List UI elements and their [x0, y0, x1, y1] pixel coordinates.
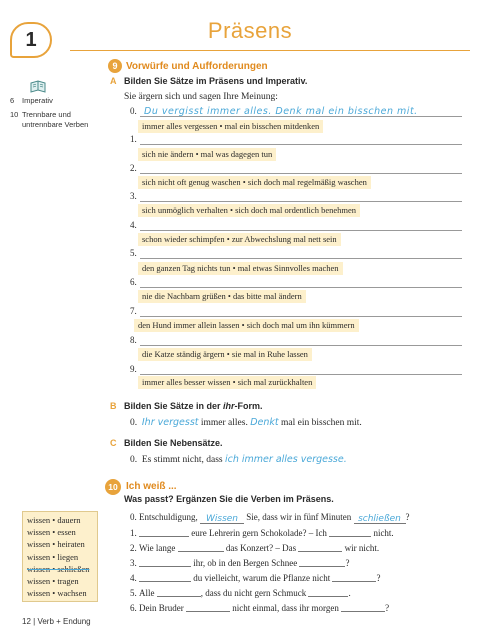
prompt-0: immer alles vergessen • mal ein bisschen mitdenken: [138, 120, 323, 133]
blank[interactable]: [157, 587, 201, 597]
sidebar-ref-label: Imperativ: [22, 96, 53, 105]
printed-text: wir nicht.: [342, 543, 380, 553]
printed-text: ?: [405, 512, 410, 522]
item-number: 5.: [130, 248, 137, 258]
answer-line: [140, 230, 462, 231]
handwritten-answer: Ihr vergesst: [141, 417, 199, 428]
item-number: 3.: [130, 191, 137, 201]
footer-separator: |: [33, 617, 36, 626]
item-number: 9.: [130, 364, 137, 374]
printed-text: Es stimmt nicht, dass: [141, 455, 225, 465]
item-number: 0.: [130, 418, 138, 428]
blank[interactable]: [329, 527, 371, 537]
instruction-text: Bilden Sie Sätze in der: [124, 401, 224, 411]
fill-sentence-2: [130, 542, 379, 553]
fill-sentence-5: [130, 587, 351, 598]
footer-topic: Verb + Endung: [37, 617, 91, 626]
printed-text: nicht.: [371, 528, 394, 538]
blank[interactable]: [341, 602, 385, 612]
answer-line-2[interactable]: [126, 161, 462, 175]
prompt-6: nie die Nachbarn grüßen • das bitte mal ändern: [138, 290, 306, 303]
word-pair-used: wissen • schließen: [27, 563, 90, 574]
blank[interactable]: [139, 527, 189, 537]
section-10-instruction: Was passt? Ergänzen Sie die Verben im Präsens.: [124, 494, 334, 504]
item-number: 4.: [130, 220, 137, 230]
item-number: 0.: [130, 512, 137, 522]
page-title: Präsens: [207, 18, 293, 43]
section-9-number: 9: [108, 59, 122, 73]
printed-text: Alle: [139, 588, 157, 598]
task-b-instruction: [124, 401, 263, 411]
answer-line-3[interactable]: [126, 189, 462, 203]
section-10-number: 10: [105, 479, 121, 495]
prompt-9: immer alles besser wissen • sich mal zurückhalten: [138, 376, 316, 389]
fill-sentence-6: [130, 602, 389, 613]
item-number: 6.: [130, 277, 137, 287]
answer-line-5[interactable]: [126, 246, 462, 260]
prompt-1: sich nie ändern • mal was dagegen tun: [138, 148, 276, 161]
instruction-emphasis: ihr: [223, 401, 235, 411]
sidebar-ref-number: 6: [10, 96, 15, 105]
blank-filled[interactable]: schließen: [354, 514, 406, 524]
answer-line: [140, 374, 462, 375]
answer-line: [140, 201, 462, 202]
section-9-title: Vorwürfe und Aufforderungen: [126, 61, 268, 72]
item-number: 1.: [130, 528, 137, 538]
item-number: 3.: [130, 558, 137, 568]
blank-filled[interactable]: Wissen: [200, 514, 244, 524]
blank[interactable]: [298, 542, 342, 552]
task-a-instruction: Bilden Sie Sätze im Präsens und Imperativ.: [124, 76, 308, 86]
prompt-4: schon wieder schimpfen • zur Abwechslung mal nett sein: [138, 233, 341, 246]
task-c-instruction: Bilden Sie Nebensätze.: [124, 438, 223, 448]
prompt-7: den Hund immer allein lassen • sich doch mal um ihn kümmern: [134, 319, 359, 332]
task-a-letter: A: [110, 76, 117, 86]
item-number: 8.: [130, 335, 137, 345]
blank[interactable]: [186, 602, 230, 612]
word-box: [22, 511, 98, 602]
blank[interactable]: [139, 572, 191, 582]
answer-line-4[interactable]: [126, 218, 462, 232]
printed-text: .: [348, 588, 351, 598]
printed-text: Wie lange: [139, 543, 178, 553]
word-pair: wissen • dauern: [27, 515, 81, 525]
printed-text: , dass du nicht gern Schmuck: [200, 588, 309, 598]
printed-text: Sie, dass wir in fünf Minuten: [244, 512, 354, 522]
sidebar-ref-trennbare-verben[interactable]: [10, 110, 100, 130]
item-number: 1.: [130, 134, 137, 144]
sidebar-ref-imperativ[interactable]: [10, 96, 100, 106]
printed-text: mal ein bisschen mit.: [278, 418, 362, 428]
blank[interactable]: [139, 557, 191, 567]
prompt-3: sich unmöglich verhalten • sich doch mal ordentlich benehmen: [138, 204, 360, 217]
word-pair: wissen • heiraten: [27, 539, 85, 550]
answer-line: [140, 345, 462, 346]
item-number: 0.: [130, 106, 137, 116]
item-number: 4.: [130, 573, 137, 583]
task-a-intro: Sie ärgern sich und sagen Ihre Meinung:: [124, 92, 278, 102]
task-b-letter: B: [110, 401, 117, 411]
answer-line-8[interactable]: [126, 333, 462, 347]
printed-text: ?: [345, 558, 350, 568]
prompt-8: die Katze ständig ärgern • sie mal in Ruhe lassen: [138, 348, 312, 361]
printed-text: Entschuldigung,: [139, 512, 200, 522]
sidebar-ref-label: Trennbare und: [22, 110, 71, 119]
answer-line: [140, 173, 462, 174]
item-number: 7.: [130, 306, 137, 316]
printed-text: ihr, ob in den Bergen Schnee: [191, 558, 300, 568]
task-c-example: [130, 454, 347, 465]
item-number: 0.: [130, 455, 138, 465]
fill-sentence-3: [130, 557, 349, 568]
section-10-title: Ich weiß ...: [126, 481, 177, 492]
printed-text: immer alles.: [198, 418, 251, 428]
handwritten-answer: Du vergisst immer alles. Denk mal ein bisschen mit.: [144, 106, 418, 117]
page-footer: [22, 617, 91, 626]
answer-line-6[interactable]: [126, 275, 462, 289]
printed-text: ?: [376, 573, 381, 583]
printed-text: nicht einmal, dass ihr morgen: [230, 603, 342, 613]
item-number: 2.: [130, 543, 137, 553]
word-pair: wissen • liegen: [27, 551, 79, 562]
printed-text: eure Lehrerin gern Schokolade? – Ich: [189, 528, 330, 538]
instruction-text: -Form.: [234, 401, 263, 411]
word-pair: wissen • essen: [27, 527, 76, 538]
item-number: 6.: [130, 603, 137, 613]
answer-line: [140, 258, 462, 259]
title-divider: [70, 50, 470, 51]
blank[interactable]: [299, 557, 345, 567]
printed-text: du vielleicht, warum die Pflanze nicht: [191, 573, 333, 583]
answer-line: [140, 287, 462, 288]
sidebar-ref-number: 10: [10, 110, 19, 119]
sidebar-ref-label-cont: untrennbare Verben: [22, 120, 89, 129]
fill-sentence-0: [130, 512, 410, 524]
handwritten-answer: Denkt: [250, 417, 279, 428]
fill-sentence-4: [130, 572, 380, 583]
task-b-example: [130, 417, 362, 428]
word-pair: wissen • wachsen: [27, 588, 87, 599]
printed-text: Dein Bruder: [139, 603, 186, 613]
fill-sentence-1: [130, 527, 394, 538]
blank[interactable]: [332, 572, 376, 582]
answer-line-1[interactable]: [126, 132, 462, 146]
word-pair: wissen • tragen: [27, 576, 79, 587]
answer-line-7[interactable]: [126, 304, 462, 318]
printed-text: ?: [385, 603, 390, 613]
answer-line-9[interactable]: [126, 362, 462, 376]
item-number: 2.: [130, 163, 137, 173]
prompt-2: sich nicht oft genug waschen • sich doch mal regelmäßig waschen: [138, 176, 371, 189]
item-number: 5.: [130, 588, 137, 598]
blank[interactable]: [308, 587, 351, 598]
printed-text: das Konzert? – Das: [223, 543, 299, 553]
prompt-5: den ganzen Tag nichts tun • mal etwas Sinnvolles machen: [138, 262, 343, 275]
chapter-number: 1: [25, 28, 37, 51]
blank[interactable]: [178, 542, 224, 552]
book-icon: [30, 80, 46, 94]
answer-line: [140, 144, 462, 145]
answer-line: [140, 316, 462, 317]
page-number: 12: [22, 617, 31, 626]
handwritten-answer: ich immer alles vergesse.: [225, 454, 347, 465]
task-c-letter: C: [110, 438, 117, 448]
answer-line-0[interactable]: [126, 104, 462, 118]
